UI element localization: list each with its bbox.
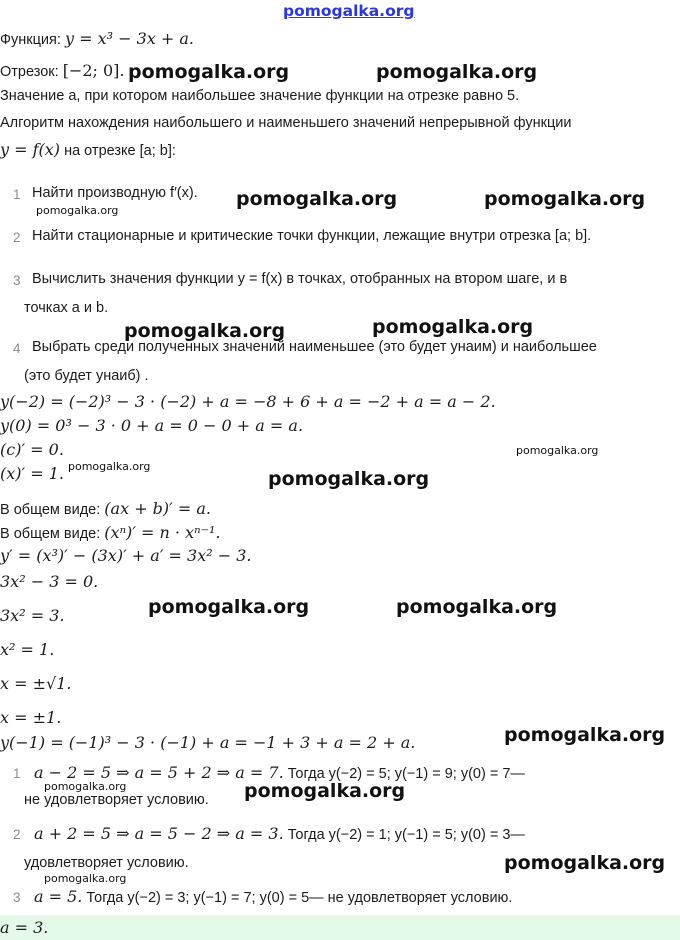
algorithm-heading-line2	[0, 140, 176, 159]
step-text: Вычислить значения функции y = f(x) в точках, отобранных на втором шаге, и в	[32, 271, 568, 287]
general-form-expr: (ax + b)′ = a.	[104, 499, 211, 518]
general-form-label: В общем виде:	[0, 502, 101, 518]
step-text-cont: (это будет yнаиб) .	[24, 368, 149, 384]
equation-1: 3x² − 3 = 0.	[0, 572, 99, 591]
step-text-cont: точках a и b.	[24, 300, 109, 316]
function-line	[0, 29, 194, 48]
watermark-text: pomogalka.org	[148, 596, 310, 618]
y-at-minus1: y(−1) = (−1)³ − 3 · (−1) + a = −1 + 3 + a = 2 + a.	[0, 733, 416, 752]
const-derivative: (c)′ = 0.	[0, 440, 64, 459]
watermark-text: pomogalka.org	[396, 596, 558, 618]
watermark-text: pomogalka.org	[128, 61, 290, 83]
watermark-small-text: pomogalka.org	[44, 872, 127, 885]
equation-5: x = ±1.	[0, 708, 62, 727]
watermark-text: pomogalka.org	[244, 780, 406, 802]
watermark-top-link[interactable]: pomogalka.org	[283, 2, 415, 20]
watermark-text: pomogalka.org	[124, 320, 286, 342]
case-number: 2	[13, 827, 21, 842]
function-expression: y = x³ − 3x + a.	[64, 29, 194, 48]
step-text: Найти стационарные и критические точки функции, лежащие внутри отрезка [a; b].	[32, 228, 592, 244]
watermark-text: pomogalka.org	[504, 724, 666, 746]
step-number: 3	[13, 273, 21, 288]
watermark-small-text: pomogalka.org	[44, 780, 127, 793]
equation-2: 3x² = 3.	[0, 606, 65, 625]
answer-text: a = 3.	[0, 918, 49, 937]
function-label: Функция:	[0, 32, 61, 48]
general-form-label: В общем виде:	[0, 526, 101, 542]
answer-box	[0, 915, 680, 940]
watermark-text: pomogalka.org	[376, 61, 538, 83]
step-number: 2	[13, 230, 21, 245]
general-form-2	[0, 523, 221, 542]
general-form-expr: (xⁿ)′ = n · xⁿ⁻¹.	[104, 523, 221, 542]
equation-3: x² = 1.	[0, 640, 55, 659]
x-derivative: (x)′ = 1.	[0, 464, 64, 483]
case-text: Тогда y(−2) = 1; y(−1) = 5; y(0) = 3—	[287, 827, 525, 843]
case-text: Тогда y(−2) = 3; y(−1) = 7; y(0) = 5— не удовлетворяет условию.	[86, 890, 513, 906]
y-at-0: y(0) = 0³ − 3 · 0 + a = 0 − 0 + a = a.	[0, 416, 304, 435]
segment-label: Отрезок:	[0, 64, 59, 80]
watermark-small-text: pomogalka.org	[36, 204, 119, 217]
step-text: Выбрать среди полученных значений наименьшее (это будет yнаим) и наибольшее	[32, 339, 597, 355]
watermark-text: pomogalka.org	[484, 188, 646, 210]
step-number: 4	[13, 341, 21, 356]
algorithm-function-expr: y = f(x)	[0, 140, 61, 159]
case-text: Тогда y(−2) = 5; y(−1) = 9; y(0) = 7—	[287, 766, 525, 782]
segment-value: [−2; 0].	[62, 61, 125, 80]
case-math: a = 5.	[34, 887, 83, 906]
algorithm-segment-text: на отрезке [a; b]:	[64, 143, 176, 159]
case-line	[34, 824, 525, 843]
watermark-small-text: pomogalka.org	[68, 460, 151, 473]
algorithm-heading: Алгоритм нахождения наибольшего и наименьшего значений непрерывной функции	[0, 115, 572, 131]
equation-4: x = ±√1.	[0, 674, 72, 693]
case-math: a − 2 = 5 ⇒ a = 5 + 2 ⇒ a = 7.	[34, 763, 284, 782]
watermark-small-text: pomogalka.org	[516, 444, 599, 457]
step-text: Найти производную f′(x).	[32, 185, 198, 201]
case-line	[34, 887, 512, 906]
derivative-line: y′ = (x³)′ − (3x)′ + a′ = 3x² − 3.	[0, 546, 252, 565]
watermark-text: pomogalka.org	[372, 316, 534, 338]
condition-text: Значение a, при котором наибольшее значение функции на отрезке равно 5.	[0, 88, 520, 104]
step-number: 1	[13, 187, 21, 202]
segment-line	[0, 61, 125, 80]
case-math: a + 2 = 5 ⇒ a = 5 − 2 ⇒ a = 3.	[34, 824, 284, 843]
watermark-text: pomogalka.org	[236, 188, 398, 210]
y-at-minus2: y(−2) = (−2)³ − 3 · (−2) + a = −8 + 6 + a = −2 + a = a − 2.	[0, 392, 496, 411]
case-conclusion: не удовлетворяет условию.	[24, 792, 209, 808]
case-conclusion: удовлетворяет условию.	[24, 855, 189, 871]
general-form-1	[0, 499, 211, 518]
watermark-text: pomogalka.org	[504, 852, 666, 874]
watermark-text: pomogalka.org	[268, 468, 430, 490]
case-number: 1	[13, 766, 21, 781]
case-number: 3	[13, 890, 21, 905]
